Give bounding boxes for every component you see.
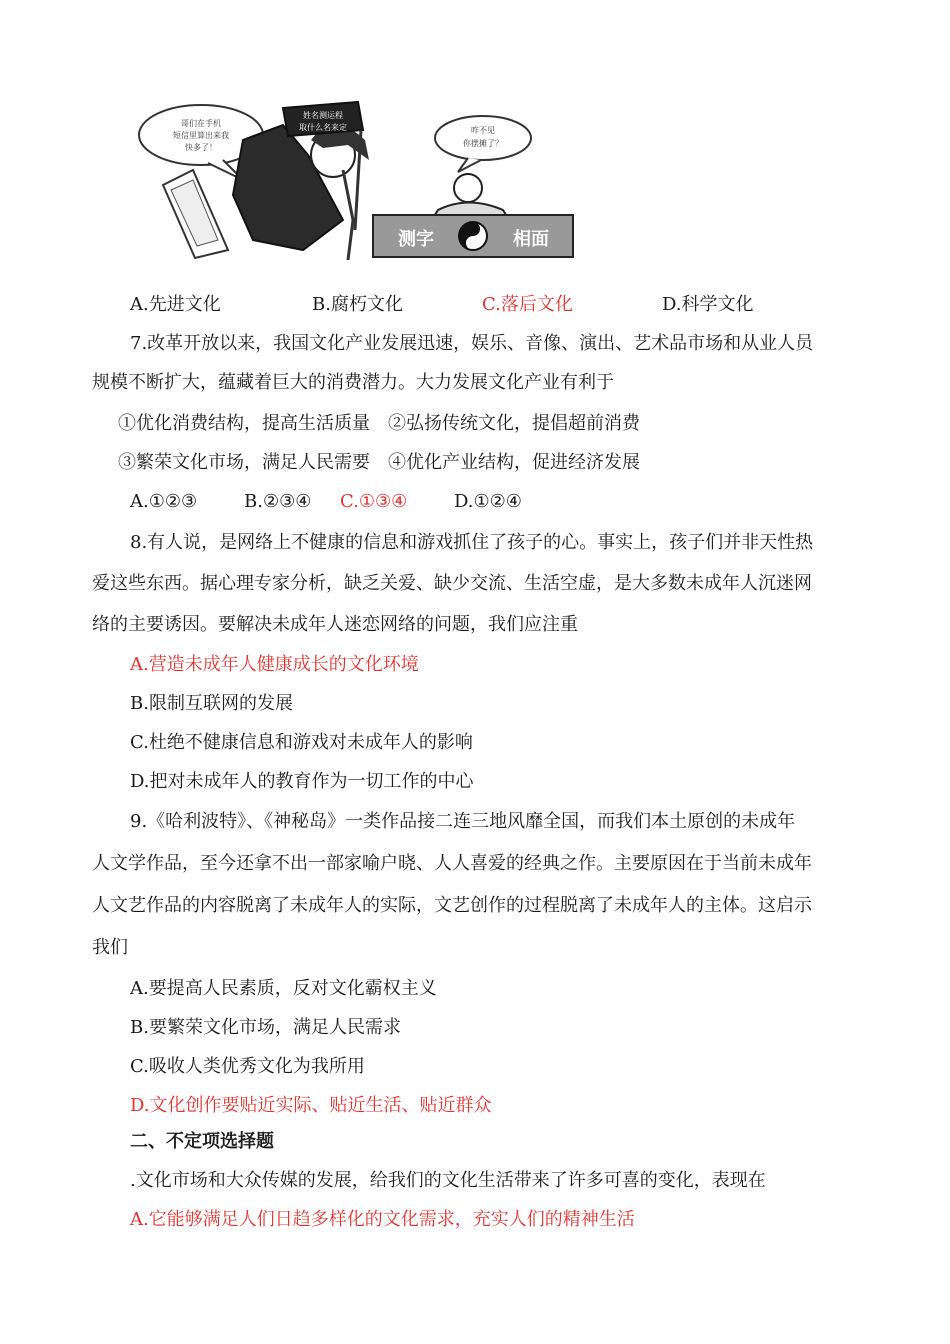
q8-stem-line-1: 8.有人说，是网络上不健康的信息和游戏抓住了孩子的心。事实上，孩子们并非天性热: [130, 532, 814, 553]
svg-text:咋不见: 咋不见: [471, 126, 495, 135]
q9-stem-line-1: 9.《哈利波特》、《神秘岛》一类作品接二连三地风靡全国，而我们本土原创的未成年: [130, 811, 796, 832]
q8-stem-line-3: 络的主要诱因。要解决未成年人迷恋网络的问题，我们应注重: [92, 614, 578, 635]
q9-option-b: B.要繁荣文化市场，满足人民需求: [130, 1017, 401, 1038]
q7-option-a: A.①②③: [130, 491, 198, 512]
q9-option-a: A.要提高人民素质，反对文化霸权主义: [130, 978, 437, 999]
q7-option-b: B.②③④: [244, 491, 312, 512]
q9-option-c: C.吸收人类优秀文化为我所用: [130, 1056, 365, 1077]
svg-text:快多了！: 快多了！: [185, 143, 217, 152]
q9-stem-line-4: 我们: [92, 937, 128, 958]
section-2-option-a-answer: A.它能够满足人们日趋多样化的文化需求，充实人们的精神生活: [130, 1209, 635, 1230]
sign-left-text: 测字: [398, 229, 434, 250]
mobile-phone-drawing: [163, 170, 228, 258]
q6-option-d: D.科学文化: [662, 294, 754, 315]
bubble-left-text: 哥们在手机: [181, 119, 221, 128]
q7-stem-line-1: 7.改革开放以来，我国文化产业发展迅速，娱乐、音像、演出、艺术品市场和从业人员: [130, 333, 814, 354]
q7-option-d: D.①②④: [454, 491, 522, 512]
seated-man-figure: [433, 174, 508, 218]
q6-option-c-answer: C.落后文化: [482, 294, 573, 315]
section-2-heading: 二、不定项选择题: [130, 1131, 274, 1152]
q7-items-row-2: ③繁荣文化市场，满足人民需要 ④优化产业结构，促进经济发展: [118, 452, 640, 473]
q9-option-d-answer: D.文化创作要贴近实际、贴近生活、贴近群众: [130, 1095, 492, 1116]
q8-option-c: C.杜绝不健康信息和游戏对未成年人的影响: [130, 732, 473, 753]
fortune-teller-figure: [233, 125, 369, 260]
q9-stem-line-3: 人文艺作品的内容脱离了未成年人的实际，文艺创作的过程脱离了未成年人的主体。这启示: [92, 895, 812, 916]
q8-option-d: D.把对未成年人的教育作为一切工作的中心: [130, 771, 474, 792]
q9-stem-line-2: 人文学作品，至今还拿不出一部家喻户晓、人人喜爱的经典之作。主要原因在于当前未成年: [92, 853, 812, 874]
cartoon-illustration: [133, 100, 578, 260]
svg-text:短信里算出来我: 短信里算出来我: [173, 131, 229, 140]
sign-right-text: 相面: [513, 229, 549, 250]
svg-text:你摆摊了？: 你摆摊了？: [463, 139, 503, 148]
q6-option-a: A.先进文化: [130, 294, 221, 315]
q6-option-b: B.腐朽文化: [312, 294, 403, 315]
q8-option-a-answer: A.营造未成年人健康成长的文化环境: [130, 654, 419, 675]
q8-option-b: B.限制互联网的发展: [130, 693, 293, 714]
q7-items-row-1: ①优化消费结构，提高生活质量 ②弘扬传统文化，提倡超前消费: [118, 413, 640, 434]
q7-stem-line-2: 规模不断扩大，蕴藏着巨大的消费潜力。大力发展文化产业有利于: [92, 372, 614, 393]
q7-option-c-answer: C.①③④: [340, 491, 408, 512]
q8-stem-line-2: 爱这些东西。据心理专家分析，缺乏关爱、缺少交流、生活空虚，是大多数未成年人沉迷网: [92, 573, 812, 594]
svg-text:姓名测运程: 姓名测运程: [303, 111, 343, 120]
section-2-question-stem: .文化市场和大众传媒的发展，给我们的文化生活带来了许多可喜的变化，表现在: [130, 1170, 766, 1191]
svg-text:取什么名来定: 取什么名来定: [299, 123, 347, 132]
